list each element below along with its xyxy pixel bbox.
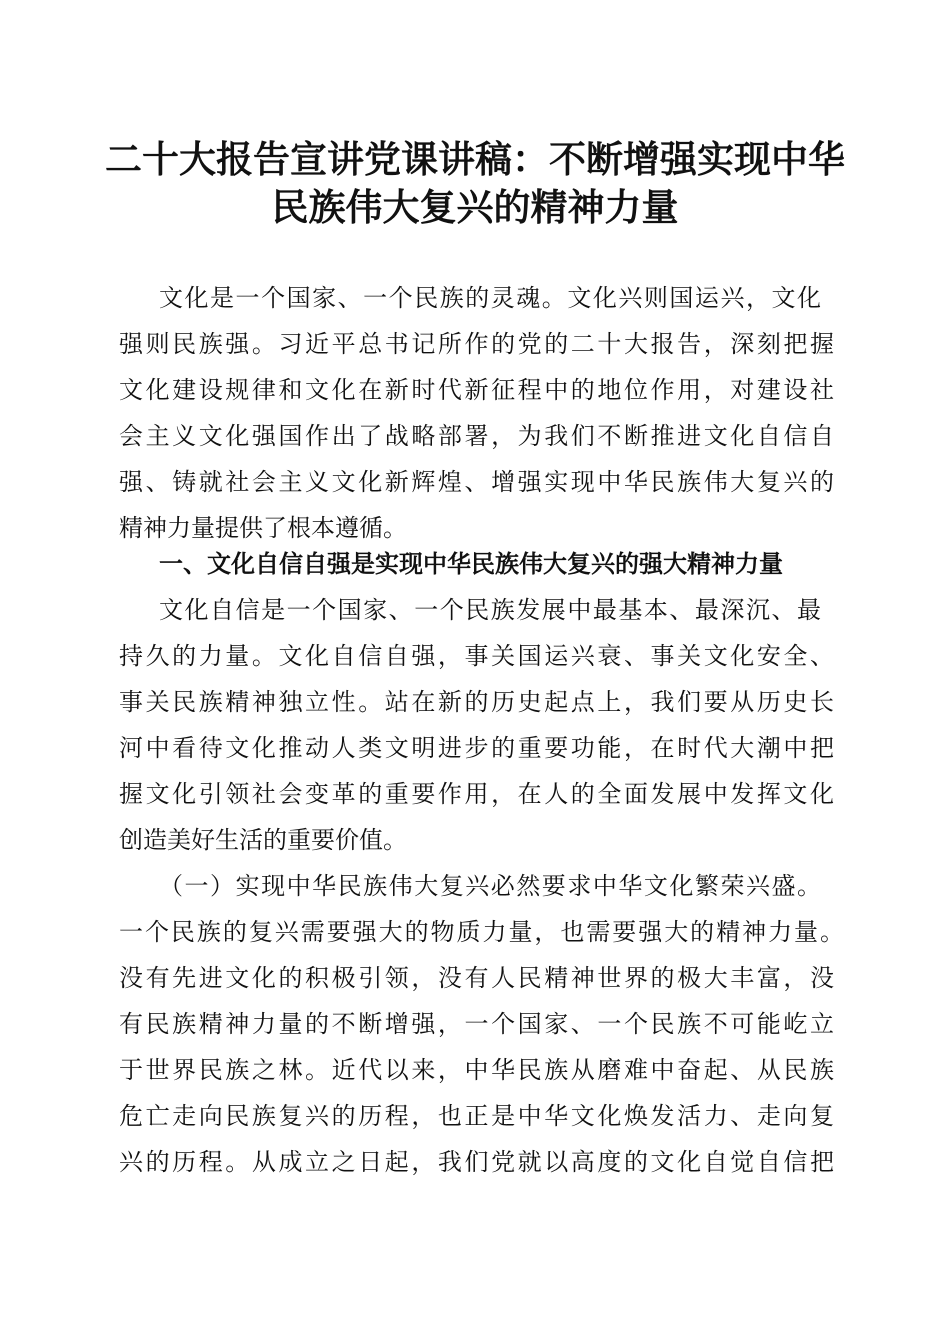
document-title-line-1: 二十大报告宣讲党课讲稿：不断增强实现中华	[105, 137, 845, 181]
paragraph-1-line-3: 文化建设规律和文化在新时代新征程中的地位作用，对建设社	[119, 376, 834, 404]
paragraph-2-line-4: 河中看待文化推动人类文明进步的重要功能，在时代大潮中把	[119, 734, 834, 762]
paragraph-3-line-2: 一个民族的复兴需要强大的物质力量，也需要强大的精神力量。	[119, 918, 844, 946]
paragraph-1-line-2: 强则民族强。习近平总书记所作的党的二十大报告，深刻把握	[119, 330, 834, 358]
paragraph-2-line-1: 文化自信是一个国家、一个民族发展中最基本、最深沉、最	[159, 596, 821, 624]
document-title-line-2: 民族伟大复兴的精神力量	[271, 185, 679, 229]
paragraph-2-line-6: 创造美好生活的重要价值。	[119, 826, 407, 854]
paragraph-3-line-5: 于世界民族之林。近代以来，中华民族从磨难中奋起、从民族	[119, 1056, 834, 1084]
section-heading-1: 一、文化自信自强是实现中华民族伟大复兴的强大精神力量	[159, 550, 783, 578]
paragraph-2-line-5: 握文化引领社会变革的重要作用，在人的全面发展中发挥文化	[119, 780, 834, 808]
paragraph-3-line-6: 危亡走向民族复兴的历程，也正是中华文化焕发活力、走向复	[119, 1102, 834, 1130]
paragraph-1-line-6: 精神力量提供了根本遵循。	[119, 514, 407, 542]
paragraph-3-line-3: 没有先进文化的积极引领，没有人民精神世界的极大丰富，没	[119, 964, 834, 992]
paragraph-1-line-4: 会主义文化强国作出了战略部署，为我们不断推进文化自信自	[119, 422, 834, 450]
paragraph-3-line-4: 有民族精神力量的不断增强，一个国家、一个民族不可能屹立	[119, 1010, 834, 1038]
paragraph-2-line-2: 持久的力量。文化自信自强，事关国运兴衰、事关文化安全、	[119, 642, 834, 670]
paragraph-2-line-3: 事关民族精神独立性。站在新的历史起点上，我们要从历史长	[119, 688, 834, 716]
paragraph-3-line-1: （一）实现中华民族伟大复兴必然要求中华文化繁荣兴盛。	[159, 872, 821, 900]
paragraph-1-line-5: 强、铸就社会主义文化新辉煌、增强实现中华民族伟大复兴的	[119, 468, 834, 496]
paragraph-1-line-1: 文化是一个国家、一个民族的灵魂。文化兴则国运兴，文化	[159, 284, 821, 312]
paragraph-3-line-7: 兴的历程。从成立之日起，我们党就以高度的文化自觉自信把	[119, 1148, 834, 1176]
